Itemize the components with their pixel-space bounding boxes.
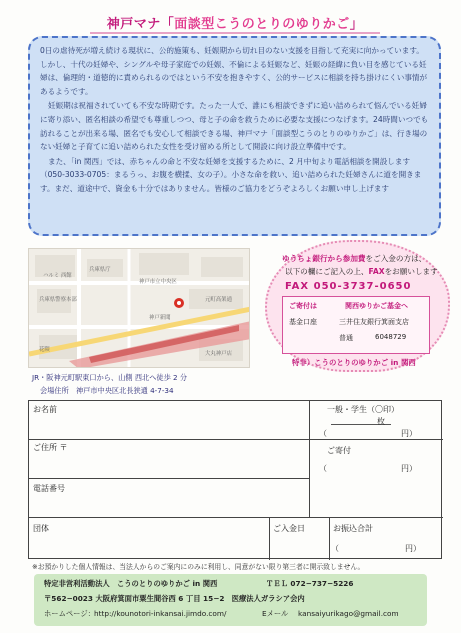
map-label: 神戸市立中央区 xyxy=(139,279,177,285)
bank-field-label: 基金口座 xyxy=(289,318,317,326)
paren-open: （ xyxy=(319,429,327,438)
divider xyxy=(29,517,443,518)
fee-label: 一般・学生（〇印） xyxy=(327,405,399,414)
footer-tel: ＴＥＬ 072−737−5226 xyxy=(266,579,354,588)
account-type: 普通 xyxy=(339,334,353,342)
address-field[interactable] xyxy=(89,441,305,475)
map-label: 兵庫県警察本部 xyxy=(39,297,77,303)
total-amount-field[interactable] xyxy=(341,537,403,555)
paren-open: （ xyxy=(319,464,327,473)
map-label: 兵庫県庁 xyxy=(89,267,111,273)
donation-label: ご寄付 xyxy=(327,446,351,455)
footer-email-link[interactable]: kansaiyurikago@gmail.com xyxy=(298,609,399,618)
group-label: 団体 xyxy=(33,524,49,533)
venue-address: 会場住所 神戸市中央区北長狭通 4-7-34 xyxy=(40,386,174,395)
account-number: 6048729 xyxy=(375,333,407,341)
name-field[interactable] xyxy=(33,415,305,437)
bank-info-box xyxy=(282,296,430,354)
footer-homepage-label: ホームページ： xyxy=(44,609,95,618)
location-map xyxy=(28,248,250,368)
bank-label: ご寄付は xyxy=(289,302,317,310)
divider xyxy=(29,478,309,479)
footer-org: 特定非営利活動法人 こうのとりのゆりかご in 関西 xyxy=(44,579,218,588)
privacy-notice: ※お預かりした個人情報は、当法人からのご案内にのみに利用し、同意がない限り第三者に開示致しません。 xyxy=(32,563,365,571)
name-label: お名前 xyxy=(33,405,57,414)
divider xyxy=(309,401,310,517)
bank-account-name: 関西ゆりかご基金へ xyxy=(345,302,408,310)
donation-intro-2: 以下の欄にご記入の上、FAXをお願いします xyxy=(285,267,438,276)
map-label: 神戸新聞 xyxy=(149,315,171,321)
map-label: 大丸神戸店 xyxy=(205,351,232,357)
deposit-date-field[interactable] xyxy=(273,535,327,555)
yen-unit: 円） xyxy=(401,464,417,473)
map-label: 元町高架通 xyxy=(205,297,232,303)
deposit-date-label: ご入金日 xyxy=(273,524,305,533)
intro-box xyxy=(28,36,441,236)
phone-label: 電話番号 xyxy=(33,484,65,493)
bank-footer: 特非）こうのとりのゆりかご in 関西 xyxy=(292,358,416,367)
fax-number: FAX 050-3737-0650 xyxy=(285,281,412,292)
phone-field[interactable] xyxy=(89,481,305,513)
footer-address: 〒562−0023 大阪府箕面市粟生間谷西 6 丁目 15−2 医療法人ガラシア会内 xyxy=(44,594,305,603)
divider xyxy=(329,517,330,560)
intro-paragraph-3: また、「in 関西」では、赤ちゃんの命と不安な妊婦を支援するために、2 月中旬より電話相談を開設します（050-3033-0705：まるうっ、お腹を横揉、女の子）。小さな命を救い、追い詰められた妊婦さんに道を開きます。まだ、道途中で、資金も十分ではありません。皆様のご協力をどうぞよろしくお願い申し上げます xyxy=(40,156,422,193)
divider xyxy=(269,517,270,560)
title-part2: 面談型こうのとりのゆりかご xyxy=(174,17,350,32)
divider xyxy=(29,439,443,440)
count-unit: 枚 xyxy=(377,417,385,426)
address-label: ご住所 〒 xyxy=(33,443,68,452)
title-part1: 神戸マナ「 xyxy=(106,17,175,32)
map-label: ハルミ 西館 xyxy=(43,273,72,279)
yen-unit: 円） xyxy=(405,544,421,553)
yen-unit: 円） xyxy=(401,429,417,438)
paren-open: （ xyxy=(331,544,339,553)
total-label: お振込合計 xyxy=(333,524,373,533)
donation-intro-1: ゆうちょ銀行から参加費をご入金の方は、 xyxy=(282,254,427,263)
title-part3: 」 xyxy=(349,17,364,32)
donation-amount-field[interactable] xyxy=(329,457,399,473)
intro-paragraph-1: 0日の虐待死が増え続ける現状に、公的施策も、妊娠期から切れ目のない支援を目指して充実に向かっています。しかし、十代の妊婦や、シングルや母子家庭での妊娠、不倫による妊娠など、妊娠の経緯に負い目を感じている妊婦は、倫理的・道徳的に責められるのではという不安を抱きやすく、公的サービスに相談を持ち掛けにくい事情があるようです。 xyxy=(40,46,428,96)
group-field[interactable] xyxy=(69,521,265,555)
intro-paragraph-2: 妊娠期は祝福されていても不安な時期です。たった一人で、誰にも相談できずに追い詰められて悩んでいる妊婦に寄り添い、匿名相談の希望でも尊重しつつ、母と子の命を救うために必要な支援につなげます。24時間いつでも訪れることが出来る場、匿名でも安心して相談できる場、神戸マナ「面談型こうのとりのゆりかご」は、行き場のない妊婦と子育てに追い詰められた女性を受け留める所として開設に向け設立準備中です。 xyxy=(40,101,429,152)
bank-name: 三井住友銀行箕面支店 xyxy=(339,318,409,326)
page-title xyxy=(90,10,380,34)
footer-box xyxy=(34,574,427,626)
application-form xyxy=(28,400,442,559)
map-label: 花隈 xyxy=(39,347,50,353)
footer-homepage-link[interactable]: http://kounotori-inkansai.jimdo.com/ xyxy=(94,609,227,618)
footer-email-label: Eメール xyxy=(262,609,289,618)
access-directions: JR・阪神元町駅東口から、山側 西北へ徒歩 2 分 xyxy=(32,373,188,382)
